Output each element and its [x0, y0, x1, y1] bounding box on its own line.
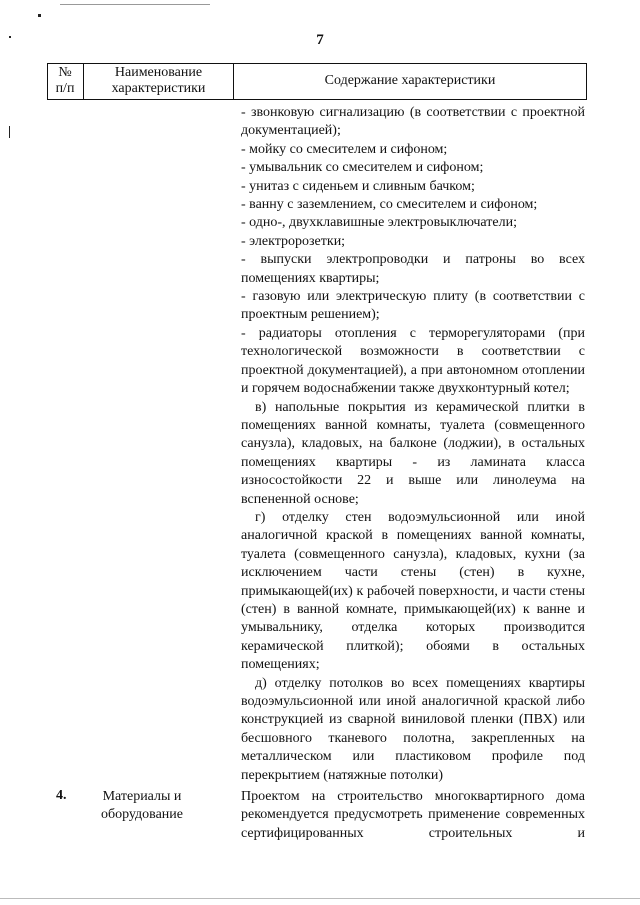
list-item: - ванну с заземлением, со смесителем и сифоном; — [241, 197, 538, 213]
table-right-border — [586, 63, 587, 100]
header-name-line1: Наименование — [114, 65, 203, 80]
header-number-line2: п/п — [55, 81, 75, 96]
header-number-line1: № — [58, 65, 72, 80]
row-number: 4. — [56, 788, 67, 803]
page-number: 7 — [316, 32, 324, 48]
characteristics-content — [241, 104, 585, 785]
list-item: - одно-, двухклавишные электровыключатели; — [241, 215, 517, 231]
scan-artifact — [38, 14, 41, 17]
list-item: - радиаторы отопления с терморегуляторами (при технологической возможности в соответствии с проектной документацией), а при автономном отоплении и горячем водоснабжении также двухконтурный котел; — [241, 325, 585, 397]
paragraph-floor-coverings: в) напольные покрытия из керамической плитки в помещениях ванной комнаты, туалета (совмещенного санузла), кладовых, на балконе (лоджии), в остальных помещениях квартиры - из ламината класса износостойкости 22 и выше или линолеума на вспененной основе; — [241, 399, 585, 507]
list-item: - газовую или электрическую плиту (в соответствии с проектным решением); — [241, 289, 585, 323]
header-name-line2: характеристики — [111, 81, 206, 96]
row-name: Материалы и оборудование — [100, 789, 184, 823]
list-item: - электророзетки; — [241, 233, 346, 249]
paragraph-wall-finishing: г) отделку стен водоэмульсионной или иной аналогичной краской в помещениях ванной комнаты, туалета (совмещенного санузла), кладовых, кухни (за исключением части стены (стен) в кухне, примыкающей(их) к рабочей поверхности, и части стены (стен) в ванной комнате, примыкающей(их) к ванне и умывальнику, отделка которых производится керамической плиткой); обоями в остальных помещениях; — [241, 509, 585, 673]
list-item: - звонковую сигнализацию (в соответствии с проектной документацией); — [241, 105, 585, 139]
list-item: - умывальник со смесителем и сифоном; — [241, 160, 484, 176]
list-item: - выпуски электропроводки и патроны во всех помещениях квартиры; — [241, 252, 585, 286]
header-content-label: Содержание характеристики — [324, 73, 496, 88]
scan-edge-line — [60, 4, 210, 5]
header-content-cell — [234, 63, 586, 99]
header-name-cell — [84, 63, 233, 99]
paragraph-ceiling-finishing: д) отделку потолков во всех помещениях квартиры водоэмульсионной или иной аналогичной краской либо конструкцией из сварной виниловой пленки (ПВХ) или бесшовного тканевого полотна, закрепленных на металлическом или пластиковом профиле под перекрытием (натяжные потолки) — [241, 675, 585, 783]
row-content: Проектом на строительство многоквартирного дома рекомендуется предусмотреть применение современных сертифицированных строительных и — [241, 789, 585, 841]
list-item: - мойку со смесителем и сифоном; — [241, 141, 448, 157]
scan-artifact — [9, 126, 10, 138]
table-header — [47, 63, 587, 99]
header-number-cell — [47, 63, 83, 99]
list-item: - унитаз с сиденьем и сливным бачком; — [241, 178, 475, 194]
scan-edge-line — [0, 898, 640, 899]
table-header-bottom-border — [47, 99, 587, 100]
